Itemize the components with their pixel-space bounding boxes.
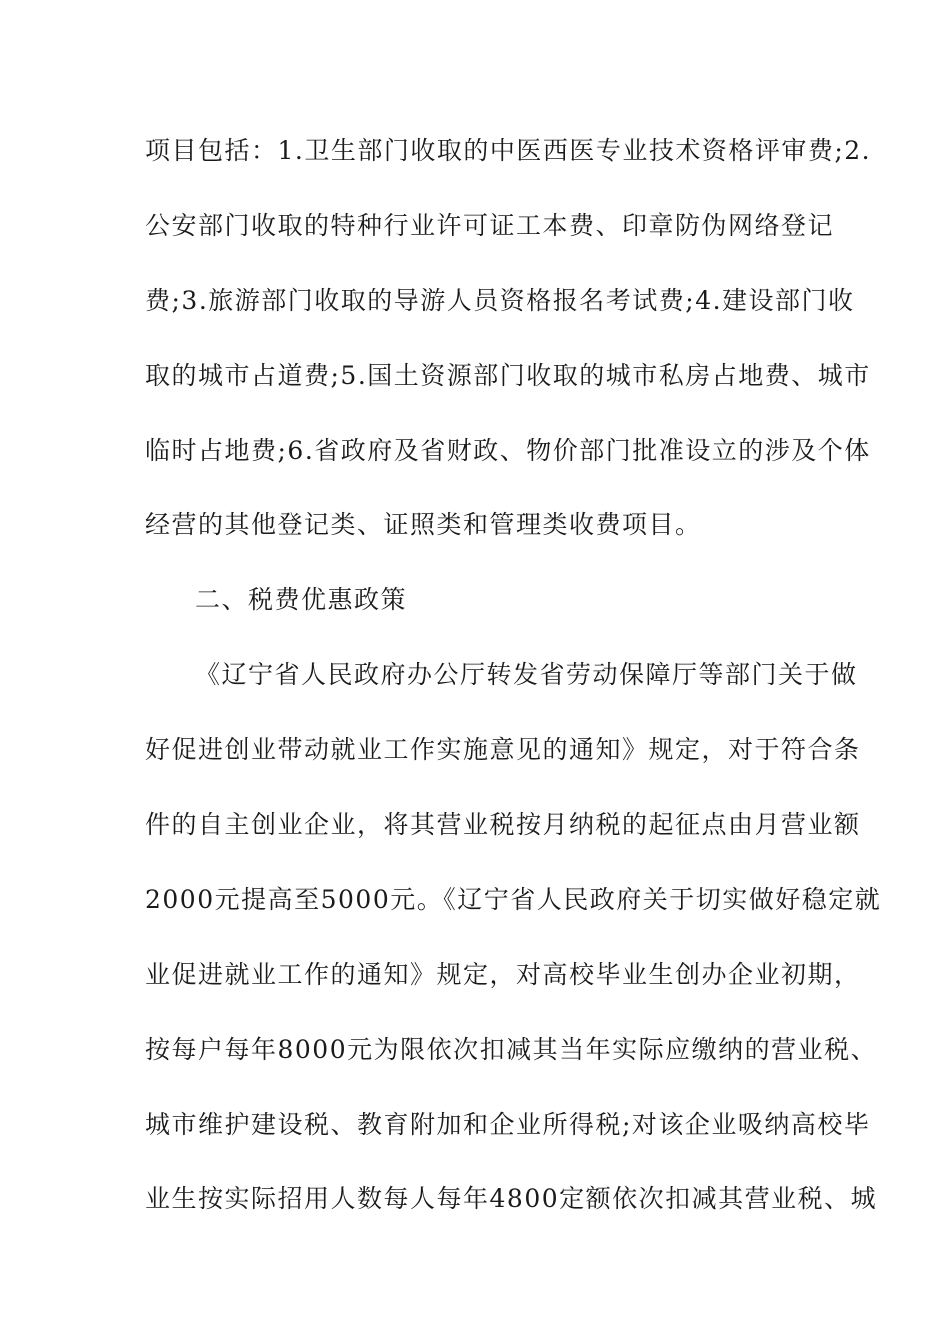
section-heading: 二、税费优惠政策 <box>195 585 408 614</box>
text-line: 好促进创业带动就业工作实施意见的通知》规定，对于符合条 <box>145 735 861 764</box>
text-line: 2000元提高至5000元。《辽宁省人民政府关于切实做好稳定就 <box>145 885 882 914</box>
text-line: 项目包括：1.卫生部门收取的中医西医专业技术资格评审费;2. <box>145 136 872 165</box>
text-line: 按每户每年8000元为限依次扣减其当年实际应缴纳的营业税、 <box>145 1035 878 1064</box>
text-line: 经营的其他登记类、证照类和管理类收费项目。 <box>145 510 702 539</box>
text-line: 件的自主创业企业，将其营业税按月纳税的起征点由月营业额 <box>145 810 861 839</box>
text-line: 费;3.旅游部门收取的导游人员资格报名考试费;4.建设部门收 <box>145 286 855 315</box>
paragraph-start-line: 《辽宁省人民政府办公厅转发省劳动保障厅等部门关于做 <box>195 660 858 689</box>
text-line: 公安部门收取的特种行业许可证工本费、印章防伪网络登记 <box>145 211 835 240</box>
text-line: 城市维护建设税、教育附加和企业所得税;对该企业吸纳高校毕 <box>145 1110 871 1139</box>
text-line: 取的城市占道费;5.国土资源部门收取的城市私房占地费、城市 <box>145 361 871 390</box>
text-line: 临时占地费;6.省政府及省财政、物价部门批准设立的涉及个体 <box>145 436 871 465</box>
text-line: 业促进就业工作的通知》规定，对高校毕业生创办企业初期， <box>145 960 861 989</box>
text-line: 业生按实际招用人数每人每年4800定额依次扣减其营业税、城 <box>145 1184 878 1213</box>
